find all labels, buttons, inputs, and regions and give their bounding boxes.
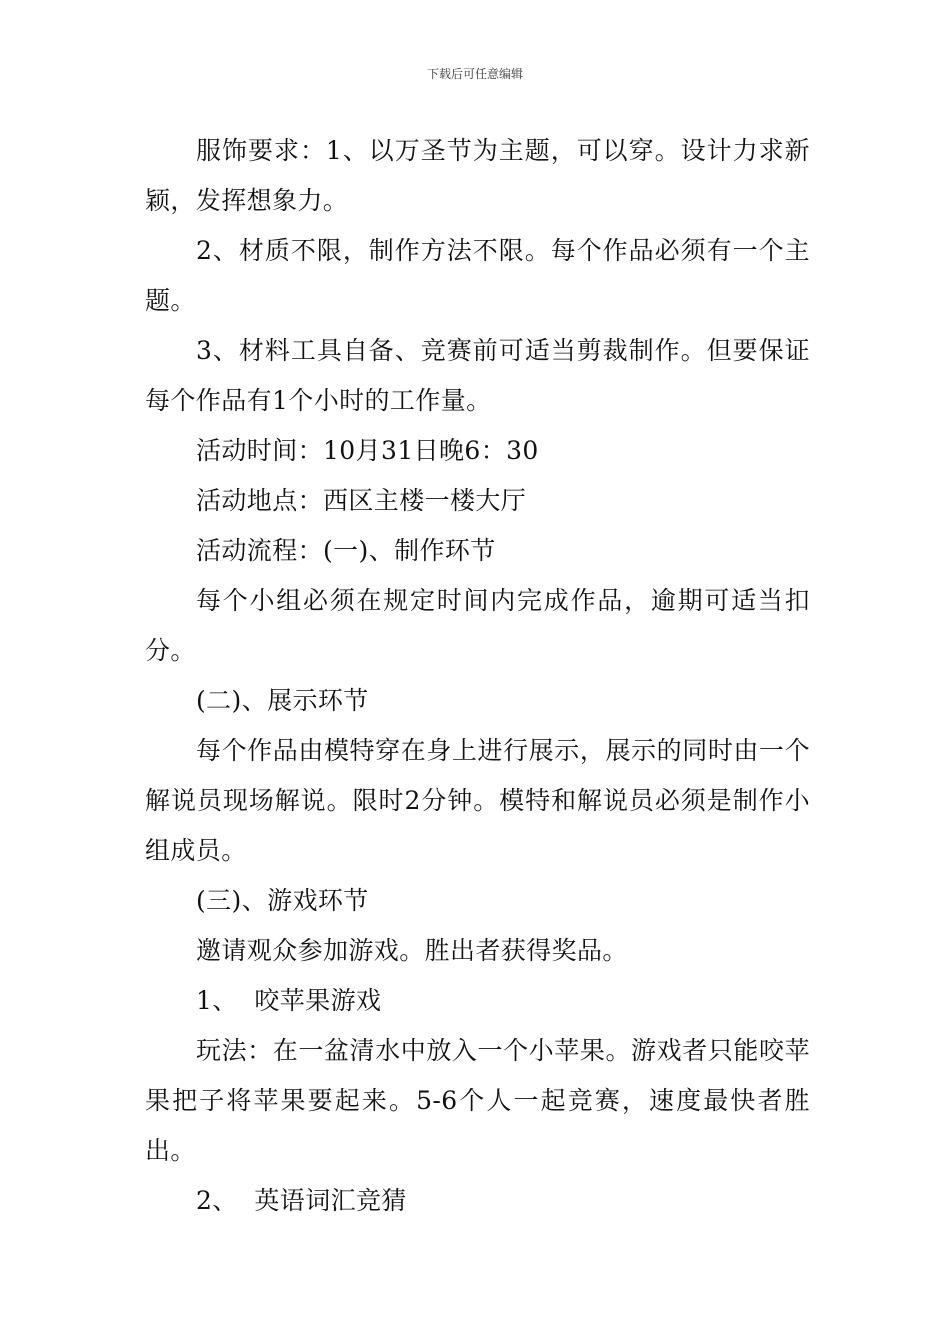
paragraph-game-section: (三)、游戏环节	[196, 886, 369, 915]
paragraph-tools-workload: 3、材料工具自备、竞赛前可适当剪裁制作。但要保证每个作品有1个小时的工作量。	[145, 336, 810, 415]
paragraph-material-rules: 2、材质不限，制作方法不限。每个作品必须有一个主题。	[145, 236, 810, 315]
paragraph-deadline: 每个小组必须在规定时间内完成作品，逾期可适当扣分。	[145, 586, 810, 665]
paragraph-show-section: (二)、展示环节	[196, 686, 369, 715]
paragraph-event-flow: 活动流程：(一)、制作环节	[196, 536, 496, 565]
paragraph-costume-requirements: 服饰要求：1、以万圣节为主题，可以穿。设计力求新颖，发挥想象力。	[145, 136, 810, 215]
paragraph-event-location: 活动地点：西区主楼一楼大厅	[196, 486, 527, 515]
paragraph-show-details: 每个作品由模特穿在身上进行展示，展示的同时由一个解说员现场解说。限时2分钟。模特和解说员必须是制作小组成员。	[145, 736, 810, 865]
page-header: 下载后可任意编辑	[426, 67, 523, 81]
paragraph-audience-game: 邀请观众参加游戏。胜出者获得奖品。	[196, 936, 628, 965]
paragraph-event-time: 活动时间：10月31日晚6：30	[196, 436, 539, 465]
paragraph-apple-game-rules: 玩法：在一盆清水中放入一个小苹果。游戏者只能咬苹果把子将苹果要起来。5-6个人一起竞赛，速度最快者胜出。	[145, 1036, 810, 1165]
paragraph-vocab-game-title: 2、 英语词汇竞猜	[196, 1186, 407, 1215]
paragraph-apple-game-title: 1、 咬苹果游戏	[196, 986, 382, 1015]
document-body	[145, 126, 810, 1226]
